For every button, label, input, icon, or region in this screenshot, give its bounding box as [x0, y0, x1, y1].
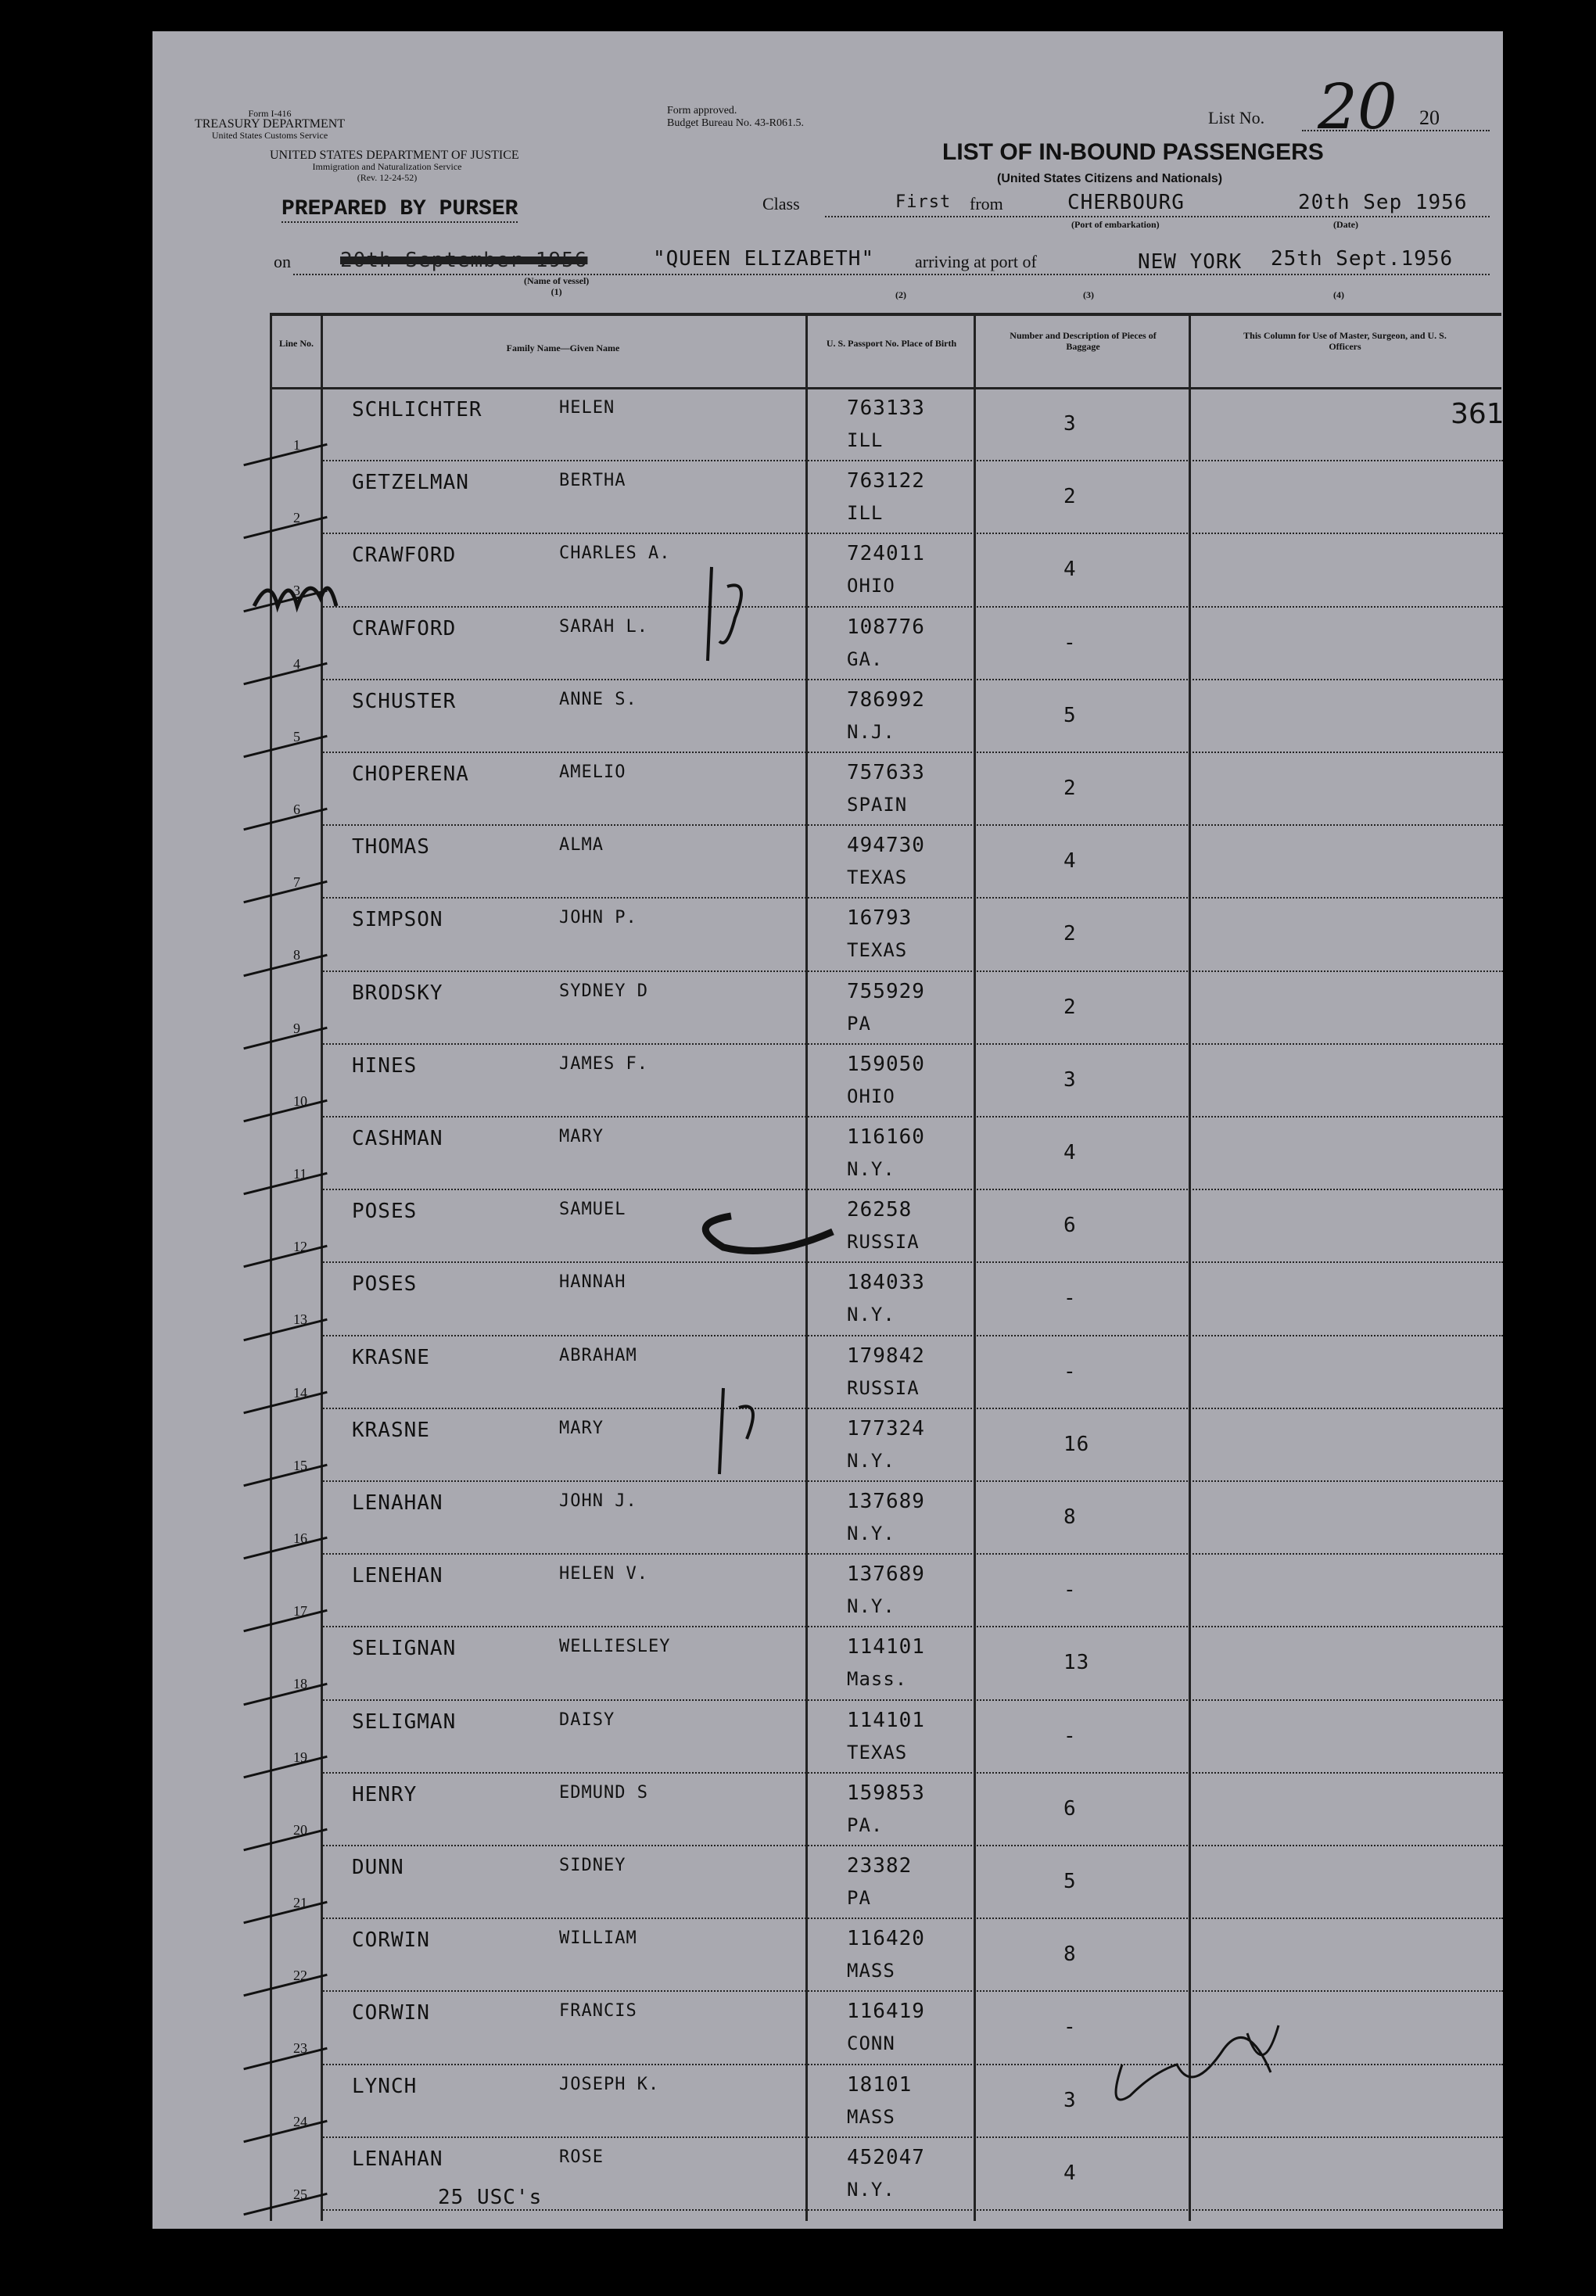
given-name: MARY — [559, 1127, 604, 1146]
passport-number: 116160 — [847, 1125, 925, 1149]
baggage-count: 6 — [1063, 1214, 1077, 1238]
page-subtitle: (United States Citizens and Nationals) — [997, 172, 1223, 185]
place-of-birth: N.Y. — [847, 1304, 895, 1326]
passport-number: 18101 — [847, 2072, 913, 2097]
given-name: MARY — [559, 1418, 604, 1438]
family-name: HENRY — [352, 1782, 418, 1806]
baggage-count: 4 — [1063, 1141, 1077, 1164]
line-number: 25 — [293, 2186, 307, 2202]
family-name: CRAWFORD — [352, 616, 457, 640]
col-header-name: Family Name—Given Name — [506, 343, 620, 353]
family-name: KRASNE — [352, 1345, 430, 1369]
place-of-birth: ILL — [847, 429, 884, 451]
baggage-count: - — [1063, 1578, 1077, 1602]
on-label: on — [274, 252, 291, 271]
baggage-count: 8 — [1063, 1505, 1077, 1529]
family-name: CORWIN — [352, 1928, 430, 1953]
given-name: HANNAH — [559, 1272, 626, 1293]
baggage-count: 3 — [1063, 1067, 1077, 1092]
place-of-birth: ILL — [847, 502, 884, 525]
baggage-count: 8 — [1063, 1943, 1077, 1967]
officer-remark: 361 — [1451, 398, 1505, 430]
baggage-count: - — [1063, 1724, 1077, 1748]
given-name: SIDNEY — [559, 1856, 626, 1875]
passport-number: 757633 — [847, 761, 925, 784]
line-number: 24 — [293, 2113, 307, 2129]
embark-port: CHERBOURG — [1067, 191, 1185, 214]
col-header-officers: This Column for Use of Master, Surgeon, and U. S. Officers — [1243, 330, 1447, 352]
baggage-count: 4 — [1063, 558, 1077, 582]
given-name: FRANCIS — [559, 2001, 637, 2022]
place-of-birth: OHIO — [847, 575, 895, 597]
baggage-count: - — [1063, 1286, 1077, 1311]
class-label: Class — [762, 194, 800, 213]
passport-number: 108776 — [847, 615, 925, 639]
col3-label: (3) — [1083, 289, 1094, 300]
baggage-count: 2 — [1063, 777, 1077, 800]
line-number: 5 — [293, 728, 300, 744]
approved-label: Form approved. — [667, 105, 737, 117]
given-name: ALMA — [559, 835, 604, 856]
line-number: 3 — [293, 583, 300, 599]
baggage-count: - — [1063, 630, 1077, 655]
given-name: DAISY — [559, 1709, 615, 1730]
passport-number: 786992 — [847, 687, 925, 712]
given-name: JAMES F. — [559, 1053, 648, 1074]
passport-number: 763122 — [847, 469, 925, 493]
passport-number: 494730 — [847, 834, 925, 858]
given-name: BERTHA — [559, 471, 626, 491]
ins-label: Immigration and Naturalization Service — [312, 161, 462, 172]
given-name: HELEN V. — [559, 1564, 648, 1584]
baggage-count: 3 — [1063, 412, 1077, 436]
baggage-count: 2 — [1063, 995, 1077, 1019]
baggage-count: 5 — [1063, 703, 1077, 727]
family-name: CORWIN — [352, 2001, 430, 2025]
given-name: CHARLES A. — [559, 544, 671, 564]
line-number: 1 — [293, 437, 300, 453]
treasury-label: TREASURY DEPARTMENT — [194, 117, 346, 131]
family-name: LENEHAN — [352, 1564, 443, 1588]
col4-label: (4) — [1333, 289, 1344, 300]
list-no-value: 20 — [1318, 70, 1397, 143]
passport-number: 763133 — [847, 396, 925, 420]
col-header-line-no: Line No. — [278, 338, 314, 349]
place-of-birth: N.J. — [847, 720, 895, 743]
page-title: LIST OF IN-BOUND PASSENGERS — [942, 139, 1324, 165]
given-name: JOHN P. — [559, 908, 637, 928]
place-of-birth: GA. — [847, 648, 884, 670]
baggage-count: 3 — [1063, 2088, 1077, 2112]
baggage-count: - — [1063, 2015, 1077, 2039]
baggage-count: 2 — [1063, 485, 1077, 509]
given-name: WILLIAM — [559, 1928, 637, 1949]
given-name: SAMUEL — [559, 1200, 626, 1220]
family-name: BRODSKY — [352, 981, 443, 1005]
family-name: THOMAS — [352, 835, 430, 859]
given-name: WELLIESLEY — [559, 1637, 671, 1657]
form-number: Form I-416 — [248, 108, 292, 119]
line-number: 4 — [293, 655, 300, 672]
rev-label: (Rev. 12-24-52) — [357, 172, 418, 183]
family-name: POSES — [352, 1200, 418, 1224]
family-name: SCHLICHTER — [352, 398, 482, 422]
family-name: GETZELMAN — [352, 471, 469, 495]
place-of-birth: TEXAS — [847, 866, 908, 889]
embark-port-caption: (Port of embarkation) — [1071, 219, 1160, 230]
line-number: 7 — [293, 874, 300, 891]
customs-label: United States Customs Service — [211, 130, 328, 141]
line-number: 19 — [293, 1749, 307, 1765]
struck-text: 20th September 1956 — [340, 249, 588, 272]
line-number: 14 — [293, 1384, 307, 1401]
budget-label: Budget Bureau No. 43-R061.5. — [667, 117, 804, 129]
family-name: CHOPERENA — [352, 762, 469, 786]
baggage-count: 16 — [1063, 1432, 1090, 1456]
line-number: 12 — [293, 1239, 307, 1255]
passport-number: 452047 — [847, 2145, 925, 2169]
line-number: 23 — [293, 2040, 307, 2057]
family-name: CASHMAN — [352, 1127, 443, 1150]
passport-number: 137689 — [847, 1562, 925, 1587]
place-of-birth: OHIO — [847, 1085, 895, 1107]
col-header-passport: U. S. Passport No. Place of Birth — [826, 338, 957, 349]
passport-number: 184033 — [847, 1271, 925, 1295]
passport-number: 114101 — [847, 1708, 925, 1732]
place-of-birth: PA — [847, 1887, 871, 1909]
passport-number: 116419 — [847, 2000, 925, 2024]
line-number: 13 — [293, 1311, 307, 1328]
family-name: SELIGNAN — [352, 1637, 457, 1661]
vessel-caption: (Name of vessel) (1) — [524, 275, 590, 297]
passport-number: 159853 — [847, 1781, 925, 1805]
baggage-count: - — [1063, 1359, 1077, 1383]
passport-number: 179842 — [847, 1344, 925, 1368]
passport-number: 159050 — [847, 1052, 925, 1076]
line-number: 6 — [293, 802, 300, 817]
line-number: 9 — [293, 1020, 300, 1036]
total-count: 25 USC's — [438, 2186, 543, 2209]
baggage-count: 5 — [1063, 1870, 1077, 1893]
place-of-birth: Mass. — [847, 1668, 908, 1691]
given-name: SYDNEY D — [559, 981, 648, 1001]
place-of-birth: RUSSIA — [847, 1376, 920, 1399]
place-of-birth: CONN — [847, 2032, 895, 2055]
given-name: AMELIO — [559, 762, 626, 782]
handwritten-marks — [152, 31, 1503, 2229]
family-name: LYNCH — [352, 2074, 418, 2098]
place-of-birth: MASS — [847, 2105, 895, 2128]
place-of-birth: TEXAS — [847, 1741, 908, 1763]
passport-number: 116420 — [847, 1927, 925, 1951]
place-of-birth: N.Y. — [847, 1449, 895, 1472]
arriving-label: arriving at port of — [915, 252, 1037, 271]
family-name: SIMPSON — [352, 908, 443, 932]
line-number: 22 — [293, 1968, 307, 1984]
place-of-birth: N.Y. — [847, 1523, 895, 1544]
family-name: LENAHAN — [352, 1491, 443, 1515]
col-header-baggage: Number and Description of Pieces of Baggage — [1010, 330, 1157, 352]
family-name: CRAWFORD — [352, 544, 457, 568]
arrival-port: NEW YORK — [1138, 250, 1243, 274]
vessel-name: "QUEEN ELIZABETH" — [653, 247, 875, 271]
passport-number: 26258 — [847, 1198, 913, 1222]
place-of-birth: N.Y. — [847, 1158, 895, 1180]
passport-number: 23382 — [847, 1854, 913, 1878]
family-name: LENAHAN — [352, 2147, 443, 2171]
line-number: 16 — [293, 1530, 307, 1546]
line-number: 15 — [293, 1457, 307, 1473]
line-number: 17 — [293, 1603, 307, 1620]
passport-number: 177324 — [847, 1416, 925, 1440]
line-number: 11 — [293, 1166, 307, 1182]
line-number: 18 — [293, 1676, 307, 1692]
class-value: First — [895, 192, 952, 212]
passport-number: 755929 — [847, 979, 925, 1003]
place-of-birth: SPAIN — [847, 794, 908, 816]
given-name: SARAH L. — [559, 616, 648, 637]
place-of-birth: N.Y. — [847, 1595, 895, 1618]
place-of-birth: N.Y. — [847, 2178, 895, 2201]
place-of-birth: PA — [847, 1012, 871, 1035]
arrival-date: 25th Sept.1956 — [1271, 247, 1454, 271]
line-number: 10 — [293, 1092, 307, 1109]
place-of-birth: MASS — [847, 1960, 895, 1982]
family-name: SCHUSTER — [352, 689, 457, 713]
justice-label: UNITED STATES DEPARTMENT OF JUSTICE — [270, 149, 519, 162]
list-no-label: List No. — [1208, 108, 1265, 127]
baggage-count: 13 — [1063, 1651, 1090, 1675]
baggage-count: 4 — [1063, 849, 1077, 874]
passport-number: 16793 — [847, 906, 913, 931]
manifest-page — [152, 31, 1503, 2229]
prepared-by: PREPARED BY PURSER — [282, 197, 518, 221]
given-name: HELEN — [559, 398, 615, 418]
from-label: from — [970, 194, 1003, 213]
given-name: EDMUND S — [559, 1782, 648, 1803]
list-no-suffix: 20 — [1419, 106, 1440, 129]
given-name: JOSEPH K. — [559, 2074, 660, 2094]
line-number: 21 — [293, 1895, 307, 1910]
col2-label: (2) — [895, 289, 906, 300]
family-name: SELIGMAN — [352, 1709, 457, 1734]
given-name: ANNE S. — [559, 689, 637, 709]
baggage-count: 4 — [1063, 2161, 1077, 2185]
given-name: ROSE — [559, 2147, 604, 2167]
passport-number: 137689 — [847, 1490, 925, 1513]
place-of-birth: PA. — [847, 1813, 884, 1836]
family-name: DUNN — [352, 1856, 404, 1879]
passport-number: 724011 — [847, 542, 925, 566]
baggage-count: 6 — [1063, 1796, 1077, 1821]
embark-date: 20th Sep 1956 — [1298, 191, 1468, 214]
passport-number: 114101 — [847, 1635, 925, 1659]
baggage-count: 2 — [1063, 922, 1077, 946]
place-of-birth: TEXAS — [847, 939, 908, 962]
family-name: KRASNE — [352, 1418, 430, 1442]
family-name: POSES — [352, 1272, 418, 1297]
embark-date-caption: (Date) — [1333, 219, 1358, 230]
line-number: 20 — [293, 1821, 307, 1838]
given-name: JOHN J. — [559, 1491, 637, 1511]
line-number: 8 — [293, 947, 300, 963]
family-name: HINES — [352, 1053, 418, 1078]
given-name: ABRAHAM — [559, 1345, 637, 1365]
place-of-birth: RUSSIA — [847, 1231, 920, 1254]
line-number: 2 — [293, 510, 300, 526]
